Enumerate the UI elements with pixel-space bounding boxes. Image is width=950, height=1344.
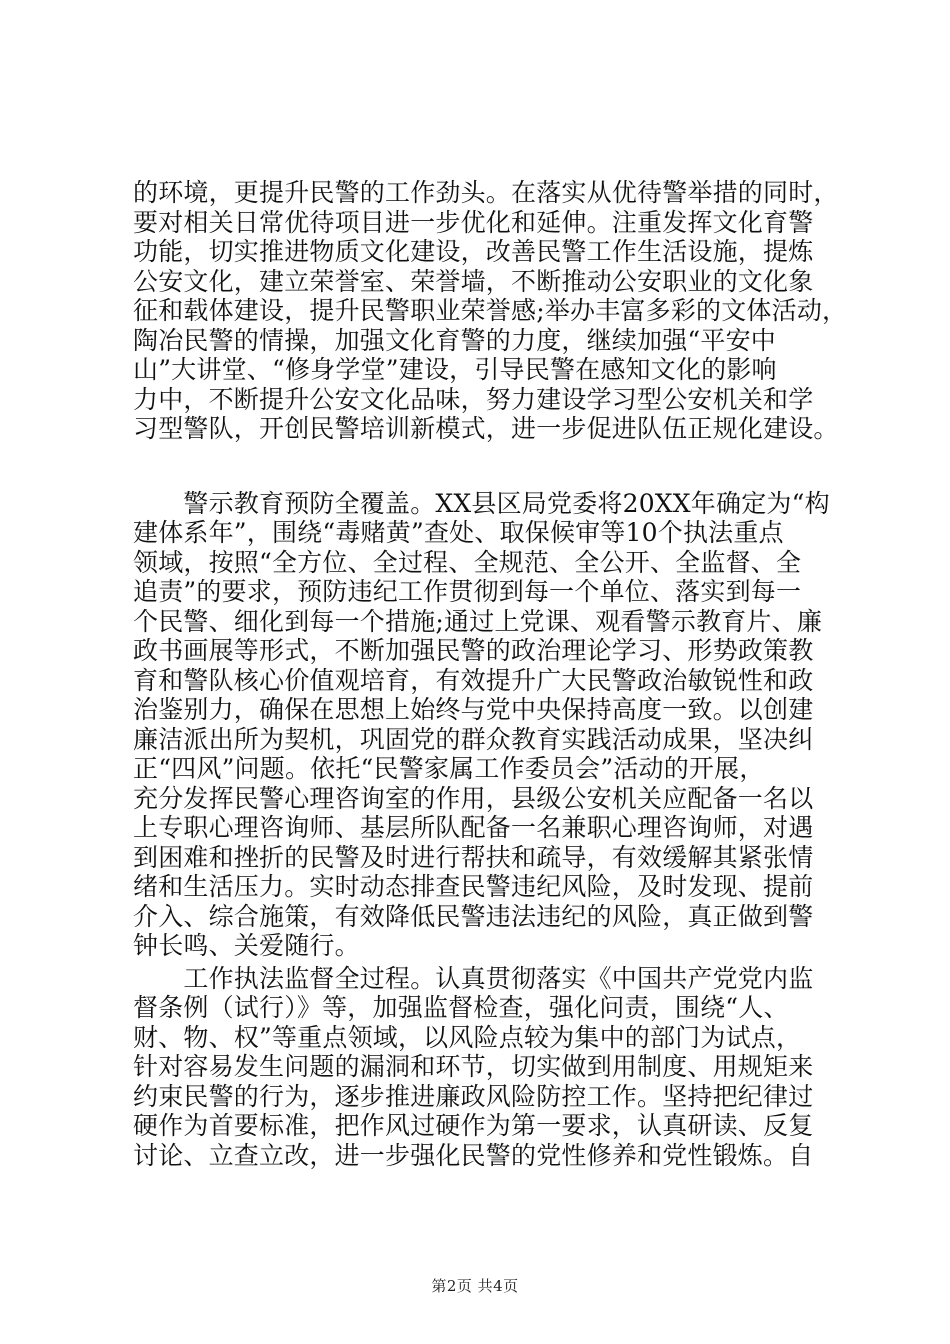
text-line: 育和警队核心价值观培育，有效提升广大民警政治敏锐性和政 <box>133 665 814 695</box>
text-line: 正“四风”问题。依托“民警家属工作委员会”活动的开展， <box>133 754 765 783</box>
text-line: 绪和生活压力。实时动态排查民警违纪风险，及时发现、提前 <box>133 872 814 901</box>
text-line: 政书画展等形式，不断加强民警的政治理论学习、形势政策教 <box>133 636 814 665</box>
text-line: 到困难和挫折的民警及时进行帮扶和疏导，有效缓解其紧张情 <box>133 842 814 872</box>
document-body <box>133 178 848 1170</box>
text-line: 治鉴别力，确保在思想上始终与党中央保持高度一致。以创建 <box>133 695 814 724</box>
text-line: 廉洁派出所为契机，巩固党的群众教育实践活动成果，坚决纠 <box>133 724 814 754</box>
text-line: 工作执法监督全过程。认真贯彻落实《中国共产党党内监 <box>133 963 814 993</box>
text-line: 充分发挥民警心理咨询室的作用，县级公安机关应配备一名以 <box>133 783 814 813</box>
text-line: 征和载体建设，提升民警职业荣誉感;举办丰富多彩的文体活动， <box>133 296 848 325</box>
text-line: 功能，切实推进物质文化建设，改善民警工作生活设施，提炼 <box>133 237 814 266</box>
text-line: 上专职心理咨询师、基层所队配备一名兼职心理咨询师，对遇 <box>133 813 814 842</box>
paragraph-culture <box>133 178 848 444</box>
text-line: 要对相关日常优待项目进一步优化和延伸。注重发挥文化育警 <box>133 207 814 237</box>
text-line: 督条例（试行）》等，加强监督检查，强化问责，围绕“人、 <box>133 993 789 1022</box>
text-line: 公安文化，建立荣誉室、荣誉墙，不断推动公安职业的文化象 <box>133 266 814 296</box>
text-line: 讨论、立查立改，进一步强化民警的党性修养和党性锻炼。自 <box>133 1140 814 1170</box>
text-line: 针对容易发生问题的漏洞和环节，切实做到用制度、用规矩来 <box>133 1052 814 1081</box>
text-line: 力中，不断提升公安文化品味，努力建设学习型公安机关和学 <box>133 384 814 414</box>
text-line: 追责”的要求，预防违纪工作贯彻到每一个单位、落实到每一 <box>133 577 802 606</box>
page-footer <box>0 1275 950 1296</box>
page-number: 第2页 共4页 <box>431 1277 519 1295</box>
paragraph-warning-education <box>133 489 833 961</box>
text-line: 习型警队，开创民警培训新模式，进一步促进队伍正规化建设。 <box>133 414 839 443</box>
text-line: 建体系年”，围绕“毒赌黄”查处、取保候审等10个执法重点 <box>133 518 784 547</box>
text-line: 领域，按照“全方位、全过程、全规范、全公开、全监督、全 <box>133 547 802 577</box>
text-line: 硬作为首要标准，把作风过硬作为第一要求，认真研读、反复 <box>133 1111 814 1140</box>
text-line: 介入、综合施策，有效降低民警违法违纪的风险，真正做到警 <box>133 901 814 931</box>
text-line: 约束民警的行为，逐步推进廉政风险防控工作。坚持把纪律过 <box>133 1081 814 1111</box>
text-line: 的环境，更提升民警的工作劲头。在落实从优待警举措的同时， <box>133 178 839 207</box>
text-line: 山”大讲堂、“修身学堂”建设，引导民警在感知文化的影响 <box>133 355 777 384</box>
text-line: 财、物、权”等重点领域，以风险点较为集中的部门为试点， <box>133 1022 802 1052</box>
text-line: 警示教育预防全覆盖。XX县区局党委将20XX年确定为“构 <box>133 488 830 518</box>
text-line: 陶冶民警的情操，加强文化育警的力度，继续加强“平安中 <box>133 325 776 355</box>
text-line: 钟长鸣、关爱随行。 <box>133 931 360 960</box>
text-line: 个民警、细化到每一个措施;通过上党课、观看警示教育片、廉 <box>133 606 823 636</box>
paragraph-supervision <box>133 964 833 1171</box>
